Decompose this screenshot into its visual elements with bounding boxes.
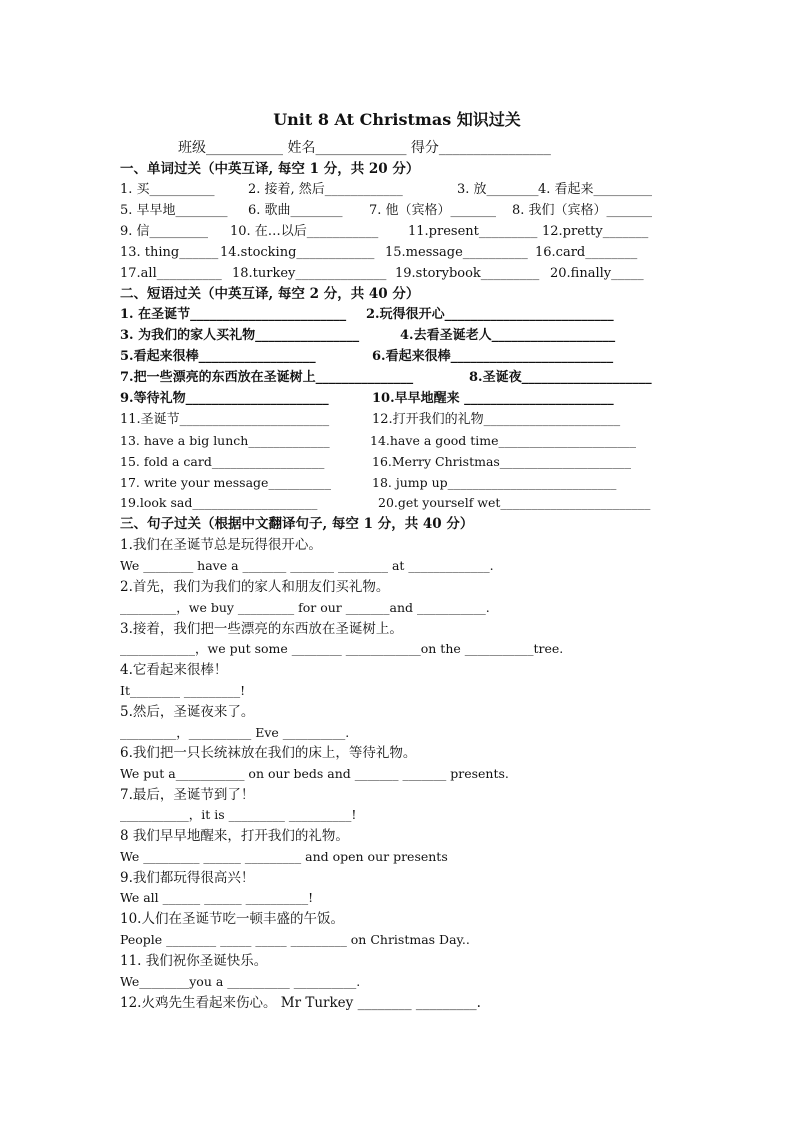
word-item: 4. 看起来_________ [538, 182, 653, 197]
sentence-answer-line: _________，we buy _________ for our _______and ___________. [120, 600, 490, 615]
phrase-row [120, 390, 680, 408]
sentence-prompt: 8 我们早早地醒来，打开我们的礼物。 [120, 828, 349, 844]
section1-heading: 一、单词过关（中英互译, 每空 1 分，共 20 分） [120, 161, 420, 177]
word-item: 18.turkey______________ [232, 266, 387, 281]
sentence-answer-line: People ________ _____ _____ _________ on Christmas Day.. [120, 932, 470, 947]
phrase-row [120, 453, 680, 471]
word-item: 11.present_________ [408, 224, 538, 239]
word-item: 20.finally_____ [550, 266, 644, 281]
phrase-row [120, 411, 680, 429]
sentence-prompt: 11. 我们祝你圣诞快乐。 [120, 953, 268, 969]
word-item: 19.storybook_________ [395, 266, 540, 281]
phrase-item: 17. write your message__________ [120, 475, 331, 490]
word-item: 15.message__________ [385, 245, 528, 260]
sentence-answer-line: ____________，we put some ________ ____________on the ___________tree. [120, 641, 564, 656]
sentence-prompt: 10.人们在圣诞节吃一顿丰盛的午饭。 [120, 911, 344, 927]
phrase-item: 19.look sad____________________ [120, 495, 318, 510]
word-item: 6. 歌曲________ [248, 203, 343, 218]
word-item: 17.all__________ [120, 266, 222, 281]
document-title: Unit 8 At Christmas 知识过关 [273, 110, 521, 129]
phrase-row [120, 494, 680, 512]
phrase-row [120, 306, 680, 324]
phrase-item: 14.have a good time______________________ [370, 433, 637, 448]
sentence-prompt: 3.接着，我们把一些漂亮的东西放在圣诞树上。 [120, 621, 403, 637]
word-item: 13. thing______ [120, 245, 219, 260]
student-info-line: 班级___________ 姓名_____________ 得分________________ [178, 140, 551, 156]
phrase-item: 18. jump up___________________________ [372, 475, 617, 490]
word-row [120, 181, 680, 199]
word-item: 5. 早早地________ [120, 203, 228, 218]
phrase-item: 11.圣诞节_______________________ [120, 412, 330, 427]
word-item: 12.pretty_______ [542, 224, 649, 239]
phrase-item: 3. 为我们的家人买礼物________________ [120, 328, 360, 343]
phrase-row [120, 432, 680, 450]
sentence-answer-line: We________you a __________ __________. [120, 974, 361, 989]
phrase-item: 9.等待礼物______________________ [120, 391, 329, 406]
phrase-item: 5.看起来很棒__________________ [120, 349, 316, 364]
word-item: 8. 我们（宾格）_______ [512, 203, 653, 218]
sentence-answer-line: It________ _________! [120, 683, 246, 698]
word-item: 9. 信_________ [120, 224, 209, 239]
sentence-prompt: 2.首先，我们为我们的家人和朋友们买礼物。 [120, 579, 390, 595]
sentence-answer-line: We all ______ ______ __________! [120, 890, 314, 905]
phrase-row [120, 369, 680, 387]
sentence-prompt: 12.火鸡先生看起来伤心。 Mr Turkey ________ _________. [120, 995, 481, 1011]
phrase-row [120, 348, 680, 366]
word-item: 3. 放________ [457, 182, 539, 197]
sentence-prompt: 9.我们都玩得很高兴！ [120, 870, 255, 886]
phrase-item: 4.去看圣诞老人___________________ [400, 328, 616, 343]
phrase-item: 12.打开我们的礼物_____________________ [372, 412, 621, 427]
phrase-row [120, 327, 680, 345]
section3-heading: 三、句子过关（根据中文翻译句子, 每空 1 分，共 40 分） [120, 516, 474, 532]
word-item: 16.card________ [535, 245, 638, 260]
phrase-item: 13. have a big lunch_____________ [120, 433, 330, 448]
sentence-prompt: 1.我们在圣诞节总是玩得很开心。 [120, 537, 322, 553]
word-row [120, 265, 680, 283]
phrase-row [120, 474, 680, 492]
phrase-item: 10.早早地醒来 _______________________ [372, 391, 614, 406]
sentence-answer-line: ___________，it is _________ __________! [120, 807, 357, 822]
phrase-item: 15. fold a card__________________ [120, 454, 325, 469]
word-row [120, 244, 680, 262]
sentence-prompt: 5.然后，圣诞夜来了。 [120, 704, 255, 720]
word-item: 10. 在…以后___________ [230, 224, 379, 239]
word-item: 2. 接着, 然后____________ [248, 182, 403, 197]
section2-heading: 二、短语过关（中英互译, 每空 2 分，共 40 分） [120, 286, 420, 302]
phrase-item: 7.把一些漂亮的东西放在圣诞树上_______________ [120, 370, 414, 385]
word-item: 7. 他（宾格）_______ [369, 203, 497, 218]
phrase-item: 8.圣诞夜____________________ [469, 370, 652, 385]
phrase-item: 6.看起来很棒_________________________ [372, 349, 614, 364]
phrase-item: 20.get yourself wet________________________ [378, 495, 651, 510]
phrase-item: 2.玩得很开心__________________________ [366, 307, 614, 322]
word-row [120, 223, 680, 241]
word-row [120, 202, 680, 220]
sentence-answer-line: _________，__________ Eve __________. [120, 725, 350, 740]
word-item: 14.stocking____________ [220, 245, 375, 260]
sentence-answer-line: We ________ have a _______ _______ ________ at _____________. [120, 558, 494, 573]
sentence-answer-line: We put a___________ on our beds and _______ _______ presents. [120, 766, 509, 781]
phrase-item: 16.Merry Christmas_____________________ [372, 454, 632, 469]
sentence-prompt: 4.它看起来很棒！ [120, 662, 228, 678]
word-item: 1. 买__________ [120, 182, 215, 197]
sentence-prompt: 6.我们把一只长统袜放在我们的床上，等待礼物。 [120, 745, 417, 761]
sentence-answer-line: We _________ ______ _________ and open our presents [120, 849, 448, 864]
phrase-item: 1. 在圣诞节________________________ [120, 307, 347, 322]
sentence-prompt: 7.最后，圣诞节到了！ [120, 787, 255, 803]
